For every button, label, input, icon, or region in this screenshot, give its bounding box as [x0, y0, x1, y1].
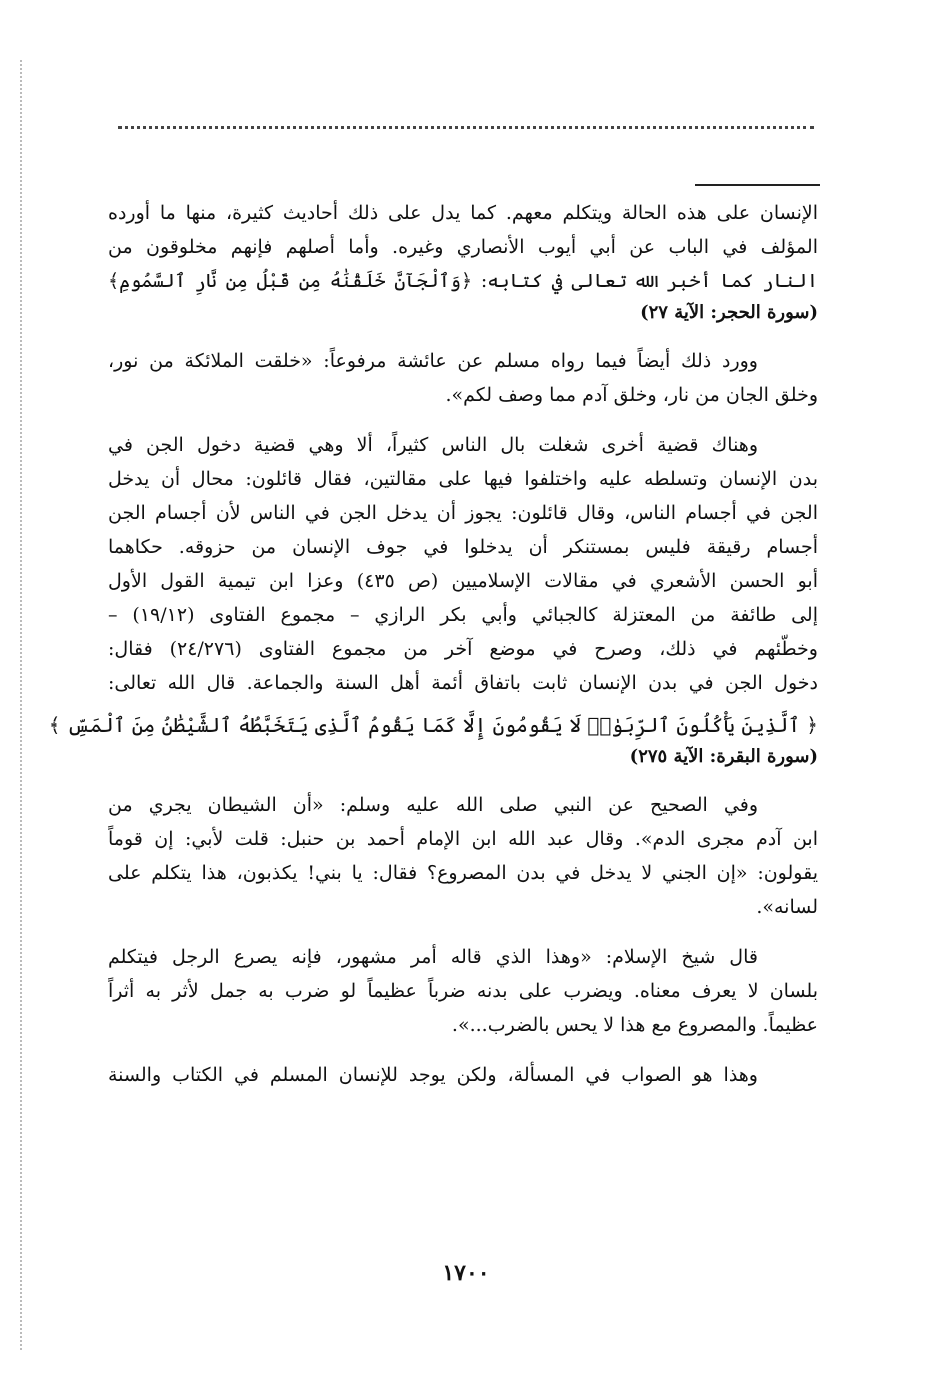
text-line: وخلق الجان من نار، وخلق آدم مما وصف لكم». [445, 384, 818, 406]
footnote-body [48, 196, 818, 1092]
text-line: وهناك قضية أخرى شغلت بال الناس كثيراً، ألا وهي قضية دخول الجن في [108, 434, 758, 456]
quran-reference: (سورة الحجر: الآية ٢٧) [640, 302, 818, 323]
footnote-rule [695, 184, 820, 186]
text-line: بدن الإنسان وتسلطه عليه واختلفوا فيها على مقالتين، فقال قائلون: محال أن يدخل [108, 468, 818, 490]
top-dotted-separator [118, 126, 814, 129]
text-line: النار كما أخبر الله تعالى في كتابه: ﴿وَٱلْجَآنَّ خَلَقْنَٰهُ مِن قَبْلُ مِن نَّارِ ٱلسَّمُومِ﴾ [108, 270, 818, 292]
text-line: الإنسان على هذه الحالة ويتكلم معهم. كما يدل على ذلك أحاديث كثيرة، منها ما أورده [108, 202, 818, 224]
text-line: دخول الجن في بدن الإنسان ثابت باتفاق أئمة أهل السنة والجماعة. قال الله تعالى: [108, 672, 818, 694]
text-line: وفي الصحيح عن النبي صلى الله عليه وسلم: «أن الشيطان يجري من [108, 794, 758, 816]
text-line: أبو الحسن الأشعري في مقالات الإسلاميين (ص ٤٣٥) وعزا ابن تيمية القول الأول [108, 570, 818, 592]
text-line: أجسام رقيقة فليس بمستنكر أن يدخلوا في جوف الإنسان من حزوقه. حكاهما [108, 536, 818, 558]
text-line: قال شيخ الإسلام: «وهذا الذي قاله أمر مشهور، فإنه يصرع الرجل فيتكلم [108, 946, 758, 968]
text-line: إلى طائفة من المعتزلة كالجبائي وأبي بكر الرازي – مجموع الفتاوى (١٩/١٢) – [108, 604, 818, 626]
text-line: المؤلف في الباب عن أبي أيوب الأنصاري وغيره. وأما أصلهم فإنهم مخلوقون من [108, 236, 818, 258]
text-line: يقولون: «إن الجني لا يدخل في بدن المصروع؟ فقال: يا بني! يكذبون، هذا يتكلم على [108, 862, 818, 884]
text-line: بلسان لا يعرف معناه. ويضرب على بدنه ضرباً عظيماً لو ضرب به جمل لأثر به أثراً [108, 980, 818, 1002]
text-line: عظيماً. والمصروع مع هذا لا يحس بالضرب...». [451, 1014, 818, 1036]
text-line: لسانه». [756, 896, 818, 918]
text-line: وورد ذلك أيضاً فيما رواه مسلم عن عائشة مرفوعاً: «خلقت الملائكة من نور، [108, 350, 758, 372]
quran-verse: ﴿ ٱلَّذِينَ يَأْكُلُونَ ٱلرِّبَوٰا۟ لَا يَقُومُونَ إِلَّا كَمَا يَقُومُ ٱلَّذِى يَتَخَبَّطُهُ ٱلشَّيْطَٰنُ مِنَ ٱلْمَسِّ ﴾ [48, 713, 818, 737]
text-line: الجن في أجسام الناس، وقال قائلون: يجوز أن يدخل الجن في الناس لأن أجسام الجن [108, 502, 818, 524]
text-line: وخطّئهم في ذلك، وصرح في موضع آخر من مجموع الفتاوى (٢٤/٢٧٦) فقال: [108, 638, 818, 660]
quran-reference: (سورة البقرة: الآية ٢٧٥) [629, 746, 818, 767]
page-number: ١٧٠٠ [442, 1260, 490, 1286]
text-line: وهذا هو الصواب في المسألة، ولكن يوجد للإنسان المسلم في الكتاب والسنة [108, 1064, 758, 1086]
left-dotted-margin [20, 60, 22, 1350]
text-line: ابن آدم مجرى الدم». وقال عبد الله ابن الإمام أحمد بن حنبل: قلت لأبي: إن قوماً [108, 828, 818, 850]
